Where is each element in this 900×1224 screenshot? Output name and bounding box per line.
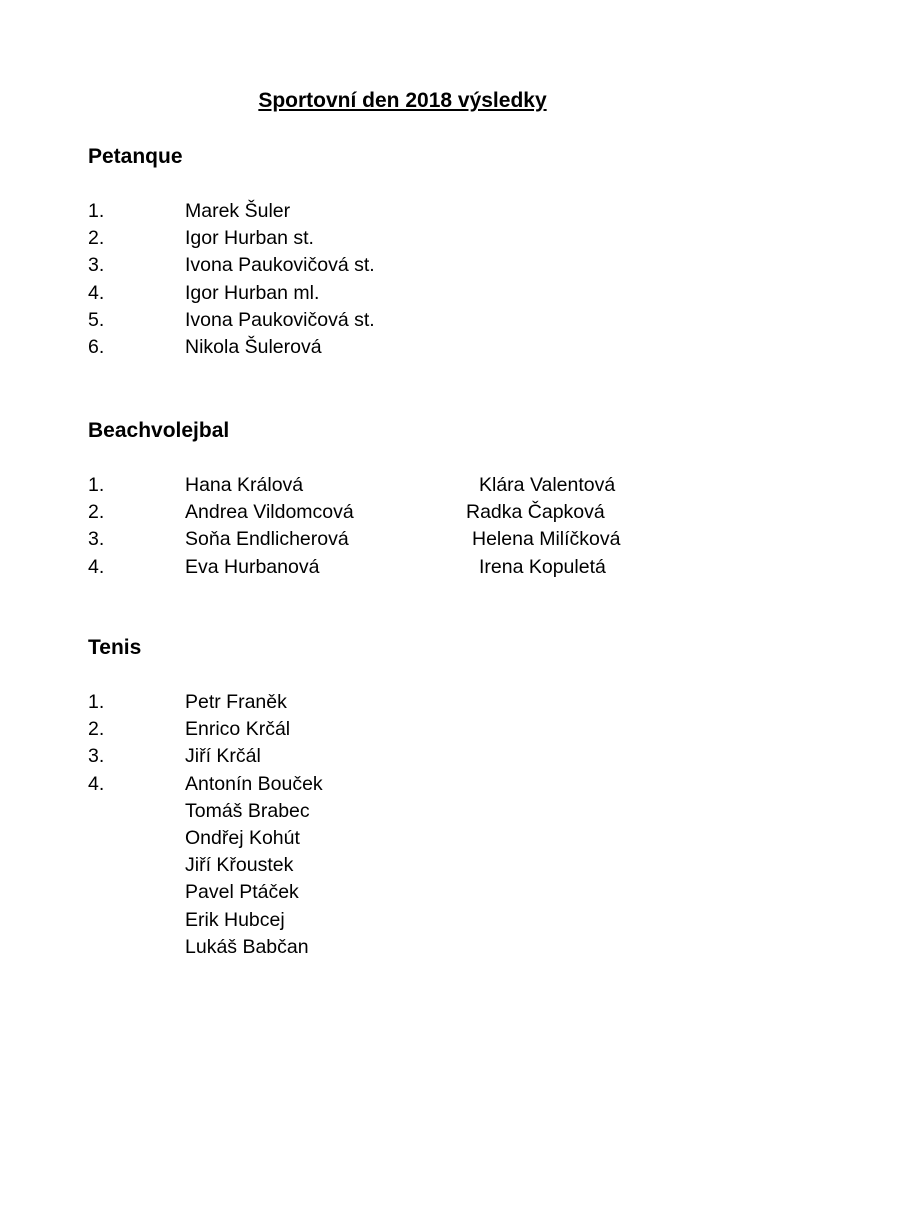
- player-name: Eva Hurbanová: [185, 555, 320, 578]
- rank: 3.: [88, 254, 105, 277]
- section-heading-beachvolejbal: Beachvolejbal: [88, 419, 230, 442]
- page-title: Sportovní den 2018 výsledky: [258, 89, 547, 112]
- rank: 6.: [88, 335, 105, 358]
- player-name: Ondřej Kohút: [185, 826, 300, 849]
- partner-name: Klára Valentová: [479, 474, 616, 496]
- player-name: Enrico Krčál: [185, 718, 291, 741]
- player-name: Pavel Ptáček: [185, 881, 299, 904]
- player-name: Nikola Šulerová: [185, 335, 322, 358]
- player-name: Marek Šuler: [185, 200, 291, 222]
- rank: 4.: [88, 555, 105, 578]
- rank: 2.: [88, 227, 105, 250]
- player-name: Petr Franěk: [185, 691, 287, 713]
- player-name: Andrea Vildomcová: [185, 501, 354, 524]
- rank: 5.: [88, 308, 105, 331]
- player-name: Erik Hubcej: [185, 908, 285, 931]
- rank: 3.: [88, 745, 105, 768]
- rank: 1.: [88, 474, 105, 496]
- rank: 1.: [88, 691, 105, 713]
- player-name: Ivona Paukovičová st.: [185, 308, 375, 331]
- rank: 3.: [88, 528, 105, 551]
- player-name: Ivona Paukovičová st.: [185, 254, 375, 277]
- rank: 2.: [88, 718, 105, 741]
- rank: 4.: [88, 281, 105, 304]
- player-name: Igor Hurban ml.: [185, 281, 320, 304]
- section-heading-petanque: Petanque: [88, 145, 183, 168]
- rank: 1.: [88, 200, 105, 222]
- partner-name: Radka Čapková: [466, 501, 605, 524]
- player-name: Antonín Bouček: [185, 772, 323, 795]
- player-name: Soňa Endlicherová: [185, 528, 349, 551]
- player-name: Jiří Křoustek: [185, 854, 294, 877]
- partner-name: Helena Milíčková: [472, 528, 621, 551]
- player-name: Igor Hurban st.: [185, 227, 314, 250]
- rank: 4.: [88, 772, 105, 795]
- player-name: Tomáš Brabec: [185, 799, 310, 822]
- section-heading-tenis: Tenis: [88, 636, 142, 659]
- rank: 2.: [88, 501, 105, 524]
- player-name: Hana Králová: [185, 474, 304, 496]
- partner-name: Irena Kopuletá: [479, 555, 606, 578]
- player-name: Jiří Krčál: [185, 745, 261, 768]
- player-name: Lukáš Babčan: [185, 935, 309, 958]
